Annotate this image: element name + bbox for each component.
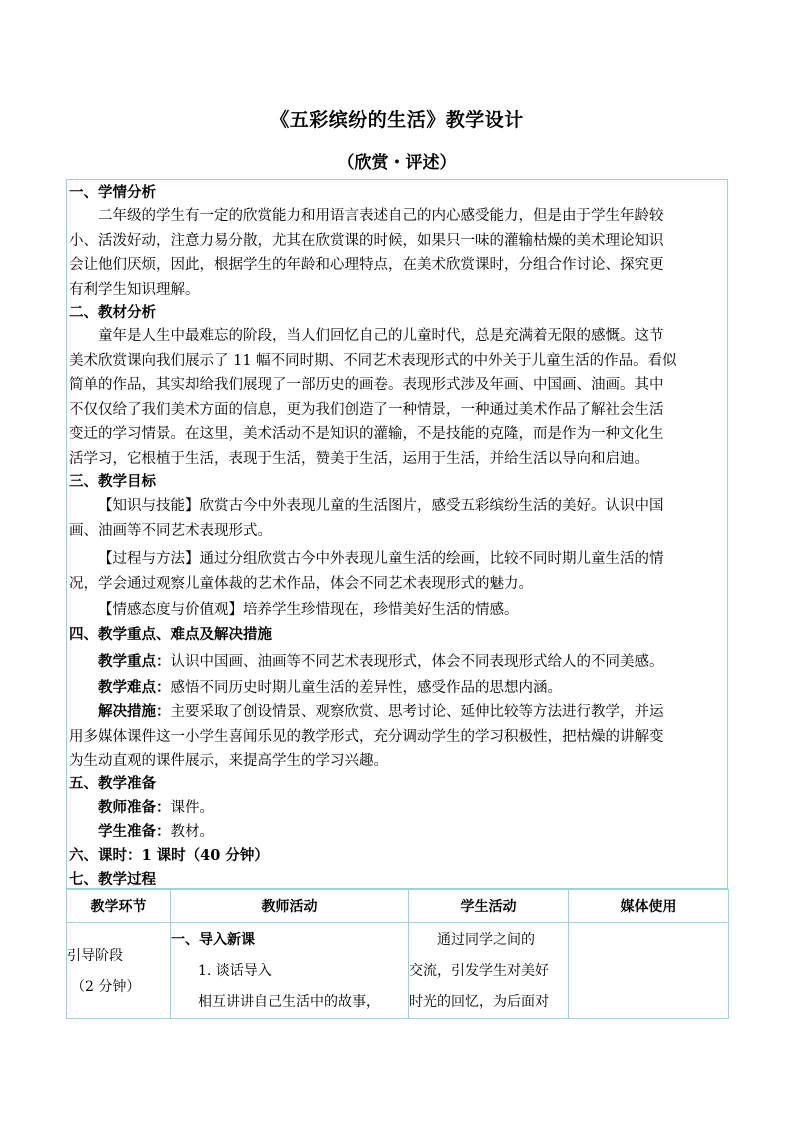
text-line: 用多媒体课件这一小学生喜闻乐见的教学形式，充分调动学生的学习积极性，把枯燥的讲解变: [69, 728, 664, 745]
solution-text: 主要采取了创设情景、观察欣赏、思考讨论、延伸比较等方法进行教学，并运: [170, 704, 664, 720]
table-header-row: [67, 890, 729, 923]
text-line: 简单的作品，其实却给我们展现了一部历史的画卷。表现形式涉及年画、中国画、油画。其中: [69, 377, 664, 394]
text-line: 二年级的学生有一定的欣赏能力和用语言表述自己的内心感受能力，但是由于学生年龄较: [98, 208, 664, 224]
text-line: 小、活泼好动，注意力易分散，尤其在欣赏课的时候，如果只一味的灌输枯燥的美术理论知识: [69, 232, 664, 249]
key-point: [69, 650, 725, 675]
teacher-activity-text: 相互讲讲自己生活中的故事，: [198, 994, 380, 1010]
student-activity-line: 时光的回忆，为后面对: [409, 994, 549, 1010]
student-activity-line: 交流，引发学生对美好: [409, 963, 549, 979]
section-heading-objectives: 三、教学目标: [69, 473, 156, 490]
document-title: 《五彩缤纷的生活》教学设计: [270, 109, 524, 131]
teacher-activity-item: 1. 谈话导入: [198, 963, 272, 979]
text-line: 画、油画等不同艺术表现形式。: [69, 522, 272, 539]
header-student-activity: 学生活动: [409, 890, 569, 923]
header-stage: 教学环节: [67, 890, 171, 923]
table-row: [67, 923, 729, 1019]
stage-name: 引导阶段: [67, 948, 123, 964]
text-line: 为生动直观的课件展示，来提高学生的学习兴趣。: [69, 753, 388, 770]
objective-process: [69, 547, 725, 596]
text-line: 活学习，它根植于生活，表现于生活，赞美于生活，运用于生活，并给生活以导向和启迪。: [69, 450, 649, 467]
text-line: 有利学生知识理解。: [69, 281, 200, 298]
text-line: 【知识与技能】欣赏古今中外表现儿童的生活图片，感受五彩缤纷生活的美好。认识中国: [98, 498, 664, 514]
header-media: 媒体使用: [569, 890, 729, 923]
text-line: 【情感态度与价值观】培养学生珍惜现在，珍惜美好生活的情感。: [98, 602, 519, 618]
text-line: 变迁的学习情景。在这里，美术活动不是知识的灌输，不是技能的克隆，而是作为一种文化生: [69, 426, 664, 443]
teacher-preparation: [69, 796, 725, 821]
text-line: 美术欣赏课向我们展示了 11 幅不同时期、不同艺术表现形式的中外关于儿童生活的作品。看似: [69, 352, 677, 369]
media-cell: [569, 923, 729, 1019]
objective-emotion: [69, 598, 725, 623]
teacher-prep-label: 教师准备：: [98, 799, 171, 816]
text-line: 童年是人生中最难忘的阶段，当人们回忆自己的儿童时代，总是充满着无限的感慨。这节: [98, 328, 664, 344]
key-point-text: 认识中国画、油画等不同艺术表现形式，体会不同表现形式给人的不同美感。: [170, 654, 664, 670]
text-line: 况，学会通过观察儿童体裁的艺术作品，体会不同艺术表现形式的魅力。: [69, 575, 533, 592]
text-line: 不仅仅给了我们美术方面的信息，更为我们创造了一种情景，一种通过美术作品了解社会生活: [69, 401, 664, 418]
document-subtitle: （欣赏・评述）: [337, 153, 457, 173]
learner-analysis-paragraph: [69, 204, 725, 302]
student-preparation: [69, 820, 725, 845]
solution-measures: [69, 700, 725, 774]
material-analysis-paragraph: [69, 324, 725, 472]
section-heading-class-hours: 六、课时：1 课时（40 分钟）: [69, 847, 269, 864]
difficulty-point: [69, 676, 725, 701]
teacher-activity-heading: 一、导入新课: [171, 932, 255, 948]
key-point-label: 教学重点：: [98, 653, 171, 670]
text-line: 会让他们厌烦，因此，根据学生的年龄和心理特点，在美术欣赏课时，分组合作讨论、探究更: [69, 257, 664, 274]
header-teacher-activity: 教师活动: [171, 890, 409, 923]
teaching-process-table: [66, 889, 729, 1019]
stage-cell: [67, 923, 171, 1019]
section-heading-learner-analysis: 一、学情分析: [69, 184, 156, 201]
student-prep-text: 教材。: [170, 824, 214, 840]
text-line: 【过程与方法】通过分组欣赏古今中外表现儿童生活的绘画，比较不同时期儿童生活的情: [98, 551, 664, 567]
section-heading-key-points: 四、教学重点、难点及解决措施: [69, 626, 272, 643]
section-heading-material-analysis: 二、教材分析: [69, 304, 156, 321]
difficulty-text: 感悟不同历史时期儿童生活的差异性，感受作品的思想内涵。: [170, 680, 562, 696]
student-activity-line: 通过同学之间的: [437, 932, 535, 948]
section-heading-teaching-process: 七、教学过程: [69, 871, 156, 888]
content-frame: [66, 179, 728, 889]
objective-knowledge: [69, 494, 725, 543]
section-heading-preparation: 五、教学准备: [69, 775, 156, 792]
teacher-prep-text: 课件。: [170, 800, 214, 816]
difficulty-label: 教学难点：: [98, 679, 171, 696]
teacher-activity-cell: [171, 923, 409, 1019]
student-prep-label: 学生准备：: [98, 823, 171, 840]
solution-label: 解决措施：: [98, 703, 171, 720]
student-activity-cell: [409, 923, 569, 1019]
stage-time: （2 分钟）: [71, 979, 141, 995]
